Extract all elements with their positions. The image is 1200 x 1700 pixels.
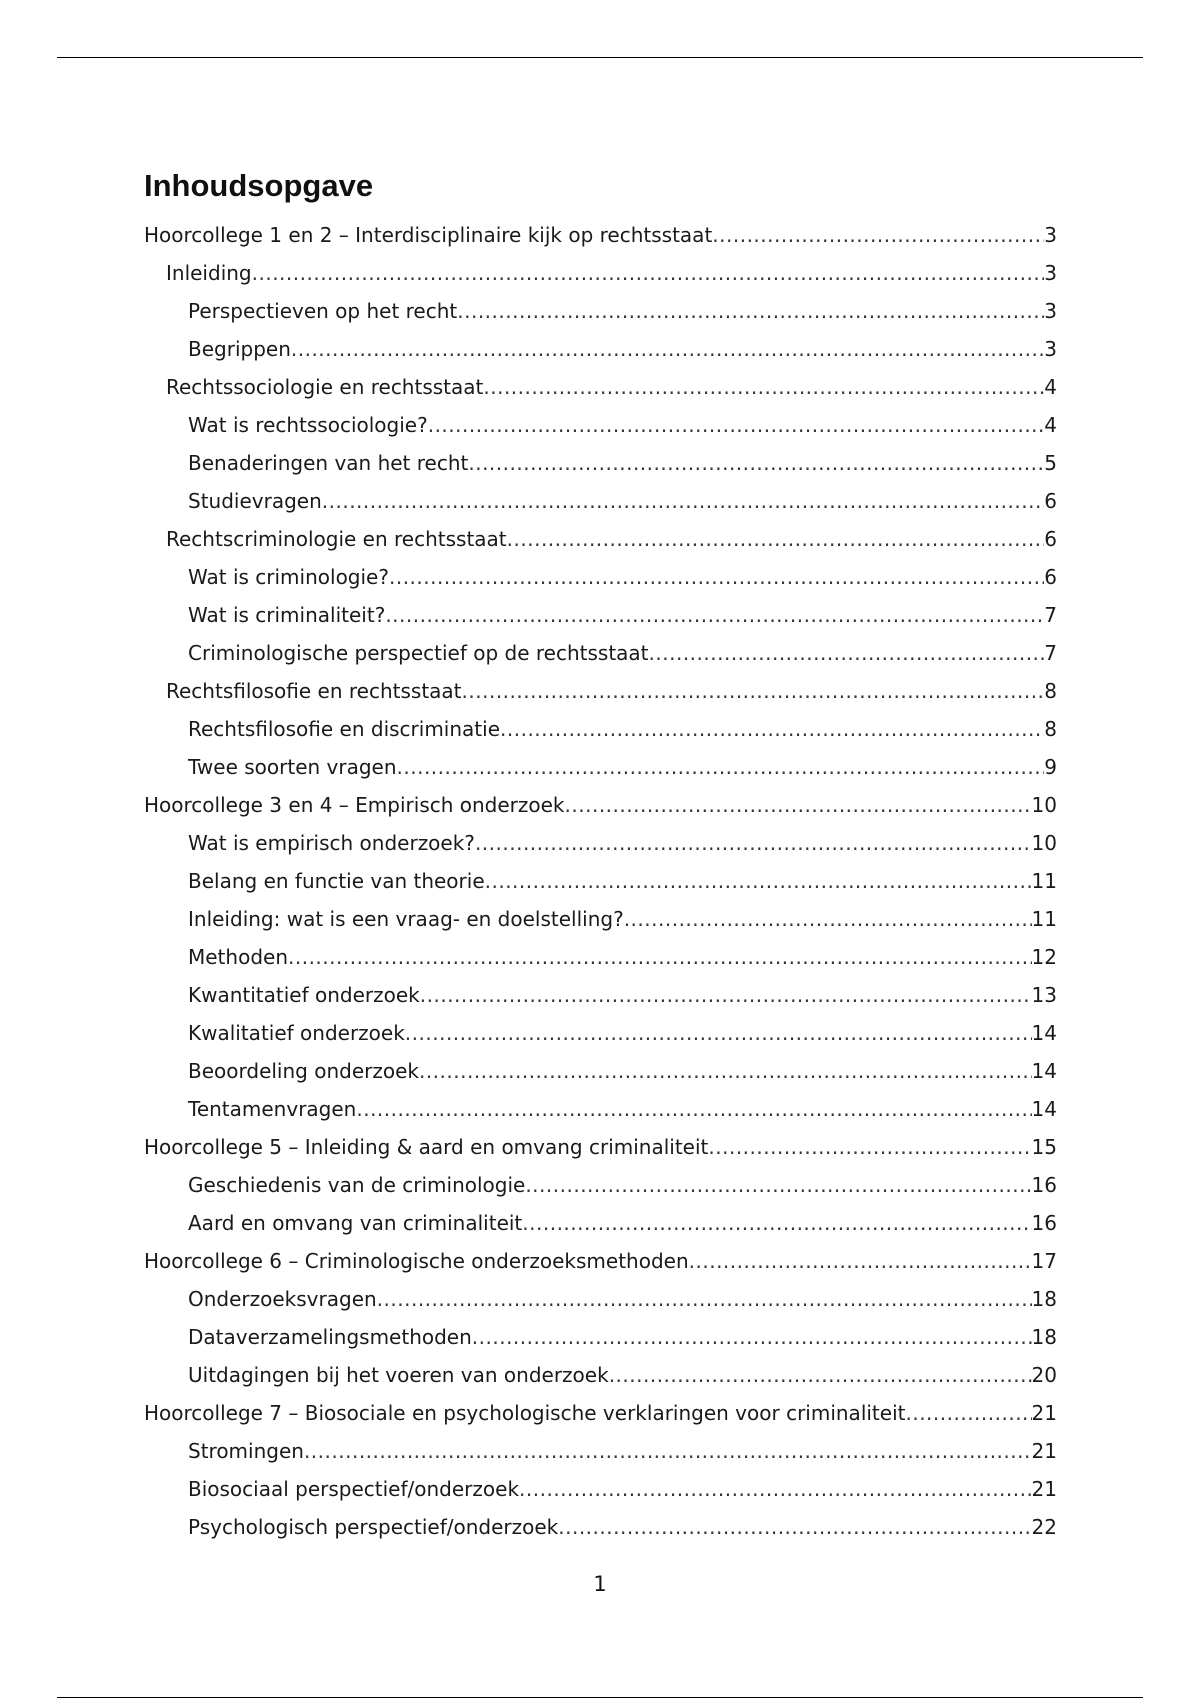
- toc-entry-page: 8: [1044, 717, 1057, 741]
- toc-entry-page: 18: [1031, 1325, 1057, 1349]
- toc-entry-label: Perspectieven op het recht: [188, 299, 458, 323]
- toc-dot-leader: [428, 409, 1045, 441]
- toc-entry-label: Wat is criminaliteit?: [188, 603, 386, 627]
- header-rule: [57, 57, 1143, 58]
- toc-entry-page: 6: [1044, 489, 1057, 513]
- toc-entry-label: Hoorcollege 7 – Biosociale en psychologische verklaringen voor criminaliteit: [144, 1401, 906, 1425]
- toc-dot-leader: [475, 827, 1032, 859]
- toc-entry[interactable]: [144, 637, 1057, 675]
- toc-dot-leader: [565, 789, 1032, 821]
- toc-entry[interactable]: [144, 1017, 1057, 1055]
- toc-entry-page: 10: [1031, 831, 1057, 855]
- toc-entry-page: 8: [1044, 679, 1057, 703]
- toc-entry-page: 4: [1044, 375, 1057, 399]
- toc-dot-leader: [457, 295, 1044, 327]
- toc-entry-label: Stromingen: [188, 1439, 304, 1463]
- toc-entry[interactable]: [144, 523, 1057, 561]
- page-number: 1: [593, 1572, 607, 1596]
- toc-entry-label: Rechtsfilosofie en discriminatie: [188, 717, 501, 741]
- toc-entry-page: 10: [1031, 793, 1057, 817]
- toc-entry-page: 21: [1031, 1477, 1057, 1501]
- toc-entry-label: Aard en omvang van criminaliteit: [188, 1211, 523, 1235]
- toc-entry-page: 7: [1044, 641, 1057, 665]
- toc-entry[interactable]: [144, 333, 1057, 371]
- toc-entry-page: 6: [1044, 565, 1057, 589]
- toc-entry-label: Geschiedenis van de criminologie: [188, 1173, 526, 1197]
- toc-entry[interactable]: [144, 1055, 1057, 1093]
- toc-entry-label: Wat is empirisch onderzoek?: [188, 831, 475, 855]
- toc-entry[interactable]: [144, 561, 1057, 599]
- toc-dot-leader: [397, 751, 1045, 783]
- toc-dot-leader: [708, 1131, 1031, 1163]
- toc-entry-label: Rechtssociologie en rechtsstaat: [166, 375, 484, 399]
- toc-dot-leader: [252, 257, 1045, 289]
- toc-heading: Inhoudsopgave: [144, 168, 374, 203]
- toc-entry-label: Hoorcollege 5 – Inleiding & aard en omvang criminaliteit: [144, 1135, 709, 1159]
- toc-entry-label: Hoorcollege 1 en 2 – Interdisciplinaire kijk op rechtsstaat: [144, 223, 713, 247]
- toc-entry[interactable]: [144, 903, 1057, 941]
- toc-entry-label: Begrippen: [188, 337, 291, 361]
- toc-entry[interactable]: [144, 1131, 1057, 1169]
- toc-dot-leader: [304, 1435, 1032, 1467]
- toc-entry-page: 15: [1031, 1135, 1057, 1159]
- toc-dot-leader: [377, 1283, 1032, 1315]
- toc-entry-page: 3: [1044, 223, 1057, 247]
- toc-dot-leader: [288, 941, 1032, 973]
- toc-entry-page: 9: [1044, 755, 1057, 779]
- toc-entry[interactable]: [144, 1511, 1057, 1549]
- toc-entry-label: Biosociaal perspectief/onderzoek: [188, 1477, 520, 1501]
- toc-dot-leader: [483, 371, 1044, 403]
- toc-entry[interactable]: [144, 371, 1057, 409]
- toc-dot-leader: [420, 979, 1032, 1011]
- table-of-contents: [144, 219, 1057, 1549]
- toc-entry-page: 3: [1044, 337, 1057, 361]
- toc-entry-label: Criminologische perspectief op de rechtsstaat: [188, 641, 649, 665]
- toc-entry[interactable]: [144, 713, 1057, 751]
- toc-dot-leader: [322, 485, 1045, 517]
- toc-entry-label: Inleiding: wat is een vraag- en doelstelling?: [188, 907, 624, 931]
- toc-entry-page: 13: [1031, 983, 1057, 1007]
- toc-dot-leader: [519, 1473, 1032, 1505]
- toc-entry-label: Rechtsfilosofie en rechtsstaat: [166, 679, 462, 703]
- toc-entry-label: Methoden: [188, 945, 288, 969]
- toc-entry-page: 14: [1031, 1059, 1057, 1083]
- toc-dot-leader: [525, 1169, 1031, 1201]
- toc-entry[interactable]: [144, 1207, 1057, 1245]
- toc-entry[interactable]: [144, 1169, 1057, 1207]
- toc-entry[interactable]: [144, 789, 1057, 827]
- toc-entry-page: 6: [1044, 527, 1057, 551]
- toc-dot-leader: [712, 219, 1044, 251]
- toc-entry-label: Wat is rechtssociologie?: [188, 413, 428, 437]
- toc-dot-leader: [507, 523, 1045, 555]
- toc-dot-leader: [558, 1511, 1031, 1543]
- toc-entry-label: Hoorcollege 6 – Criminologische onderzoeksmethoden: [144, 1249, 689, 1273]
- toc-entry-page: 3: [1044, 299, 1057, 323]
- toc-dot-leader: [472, 1321, 1032, 1353]
- toc-entry-page: 18: [1031, 1287, 1057, 1311]
- toc-entry-page: 14: [1031, 1021, 1057, 1045]
- toc-dot-leader: [419, 1055, 1032, 1087]
- toc-entry-page: 20: [1031, 1363, 1057, 1387]
- toc-dot-leader: [291, 333, 1044, 365]
- toc-entry-label: Psychologisch perspectief/onderzoek: [188, 1515, 559, 1539]
- toc-entry-page: 14: [1031, 1097, 1057, 1121]
- toc-entry[interactable]: [144, 409, 1057, 447]
- toc-dot-leader: [389, 561, 1044, 593]
- toc-dot-leader: [500, 713, 1044, 745]
- toc-entry-page: 16: [1031, 1211, 1057, 1235]
- toc-dot-leader: [905, 1397, 1031, 1429]
- toc-entry[interactable]: [144, 865, 1057, 903]
- toc-entry-page: 16: [1031, 1173, 1057, 1197]
- toc-entry-label: Studievragen: [188, 489, 322, 513]
- toc-entry-label: Benaderingen van het recht: [188, 451, 469, 475]
- toc-entry[interactable]: [144, 219, 1057, 257]
- toc-entry[interactable]: [144, 257, 1057, 295]
- toc-entry[interactable]: [144, 941, 1057, 979]
- toc-entry[interactable]: [144, 675, 1057, 713]
- toc-entry-label: Kwantitatief onderzoek: [188, 983, 420, 1007]
- toc-entry-page: 12: [1031, 945, 1057, 969]
- toc-entry-page: 21: [1031, 1401, 1057, 1425]
- toc-entry-page: 11: [1031, 907, 1057, 931]
- toc-entry-page: 17: [1031, 1249, 1057, 1273]
- toc-entry-label: Belang en functie van theorie: [188, 869, 485, 893]
- toc-entry[interactable]: [144, 295, 1057, 333]
- toc-dot-leader: [649, 637, 1045, 669]
- toc-entry-label: Onderzoeksvragen: [188, 1287, 377, 1311]
- toc-entry-label: Beoordeling onderzoek: [188, 1059, 419, 1083]
- toc-entry[interactable]: [144, 1093, 1057, 1131]
- toc-dot-leader: [462, 675, 1045, 707]
- toc-entry[interactable]: [144, 979, 1057, 1017]
- footer-rule: [57, 1697, 1143, 1698]
- toc-entry[interactable]: [144, 1397, 1057, 1435]
- toc-entry-label: Tentamenvragen: [188, 1097, 357, 1121]
- toc-entry[interactable]: [144, 1359, 1057, 1397]
- toc-entry-page: 7: [1044, 603, 1057, 627]
- toc-entry[interactable]: [144, 485, 1057, 523]
- toc-dot-leader: [609, 1359, 1032, 1391]
- toc-entry-page: 22: [1031, 1515, 1057, 1539]
- toc-entry[interactable]: [144, 827, 1057, 865]
- toc-entry-page: 21: [1031, 1439, 1057, 1463]
- toc-entry[interactable]: [144, 751, 1057, 789]
- toc-entry[interactable]: [144, 1283, 1057, 1321]
- toc-entry-label: Kwalitatief onderzoek: [188, 1021, 405, 1045]
- toc-entry-label: Rechtscriminologie en rechtsstaat: [166, 527, 507, 551]
- toc-dot-leader: [624, 903, 1032, 935]
- toc-entry-page: 3: [1044, 261, 1057, 285]
- toc-entry-label: Hoorcollege 3 en 4 – Empirisch onderzoek: [144, 793, 565, 817]
- toc-entry[interactable]: [144, 1435, 1057, 1473]
- toc-entry[interactable]: [144, 1245, 1057, 1283]
- toc-entry-label: Inleiding: [166, 261, 252, 285]
- toc-entry[interactable]: [144, 1473, 1057, 1511]
- toc-dot-leader: [485, 865, 1032, 897]
- toc-entry-label: Uitdagingen bij het voeren van onderzoek: [188, 1363, 609, 1387]
- toc-dot-leader: [356, 1093, 1031, 1125]
- toc-dot-leader: [405, 1017, 1032, 1049]
- toc-entry[interactable]: [144, 1321, 1057, 1359]
- toc-entry[interactable]: [144, 599, 1057, 637]
- toc-entry-page: 5: [1044, 451, 1057, 475]
- toc-entry-label: Twee soorten vragen: [188, 755, 397, 779]
- toc-dot-leader: [468, 447, 1044, 479]
- toc-entry-label: Wat is criminologie?: [188, 565, 389, 589]
- toc-dot-leader: [522, 1207, 1031, 1239]
- toc-dot-leader: [689, 1245, 1032, 1277]
- toc-entry-label: Dataverzamelingsmethoden: [188, 1325, 472, 1349]
- toc-entry-page: 11: [1031, 869, 1057, 893]
- toc-dot-leader: [385, 599, 1044, 631]
- toc-entry-page: 4: [1044, 413, 1057, 437]
- toc-entry[interactable]: [144, 447, 1057, 485]
